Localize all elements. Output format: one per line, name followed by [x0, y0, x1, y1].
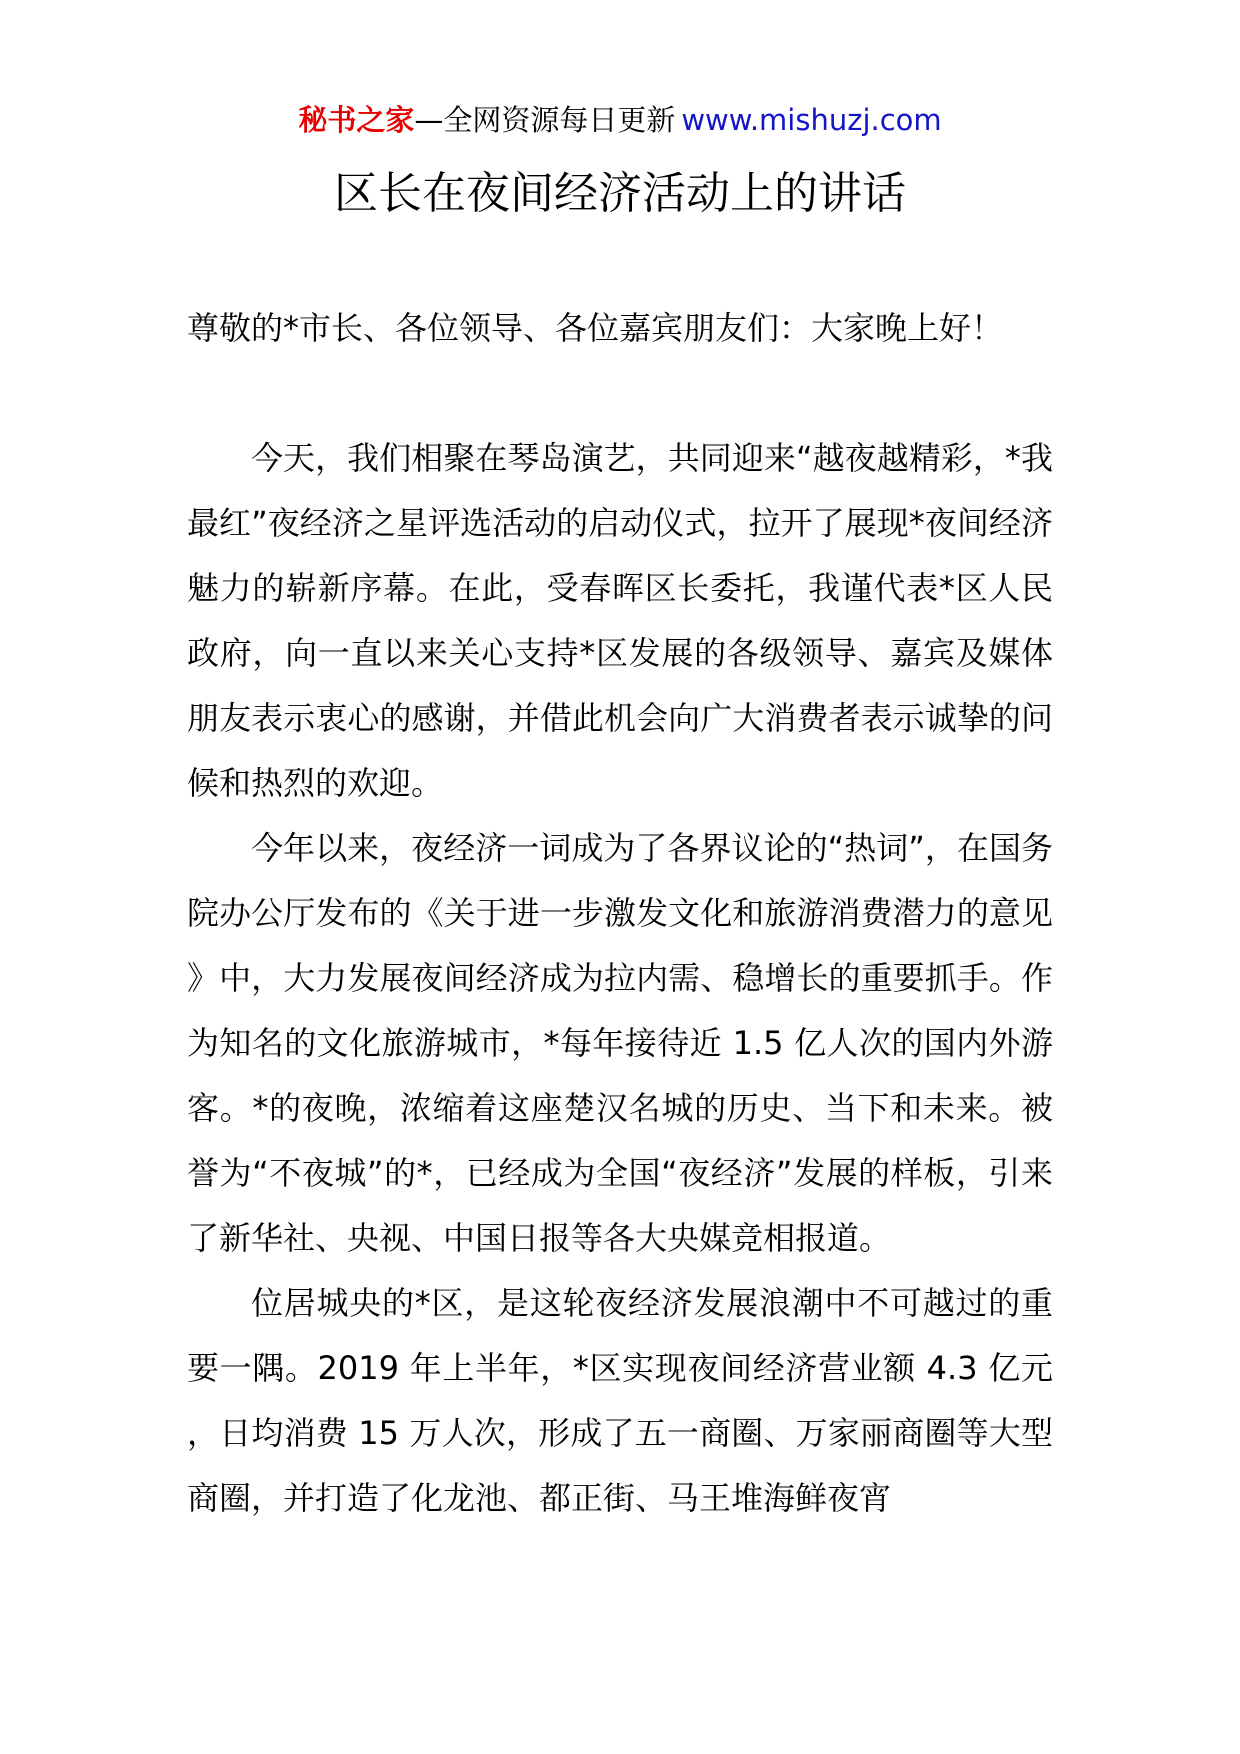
document-body: [187, 296, 1053, 1531]
paragraph: 今天，我们相聚在琴岛演艺，共同迎来“越夜越精彩，*我最红”夜经济之星评选活动的启动仪式，拉开了展现*夜间经济魅力的崭新序幕。在此，受春晖区长委托，我谨代表*区人民政府，向一直以来关心支持*区发展的各级领导、嘉宾及媒体朋友表示衷心的感谢，并借此机会向广大消费者表示诚挚的问候和热烈的欢迎。: [187, 439, 1053, 802]
paragraph: 今年以来，夜经济一词成为了各界议论的“热词”，在国务院办公厅发布的《关于进一步激发文化和旅游消费潜力的意见》中，大力发展夜间经济成为拉内需、稳增长的重要抓手。作为知名的文化旅游城市，*每年接待近 1.5 亿人次的国内外游客。*的夜晚，浓缩着这座楚汉名城的历史、当下和未来。被誉为“不夜城”的*，已经成为全国“夜经济”发展的样板，引来了新华社、央视、中国日报等各大央媒竞相报道。: [187, 829, 1053, 1257]
header-tagline: —全网资源每日更新: [414, 103, 676, 137]
site-header: [0, 100, 1240, 140]
document-title: 区长在夜间经济活动上的讲话: [334, 168, 906, 219]
greeting-line: 尊敬的*市长、各位领导、各位嘉宾朋友们：大家晚上好！: [187, 309, 1004, 347]
paragraph: 位居城央的*区，是这轮夜经济发展浪潮中不可越过的重要一隅。2019 年上半年，*区实现夜间经济营业额 4.3 亿元，日均消费 15 万人次，形成了五一商圈、万家丽商圈等大型商圈，并打造了化龙池、都正街、马王堆海鲜夜宵: [187, 1284, 1053, 1517]
brand-name: 秘书之家: [298, 103, 415, 137]
site-url-link[interactable]: www.mishuzj.com: [681, 103, 942, 137]
